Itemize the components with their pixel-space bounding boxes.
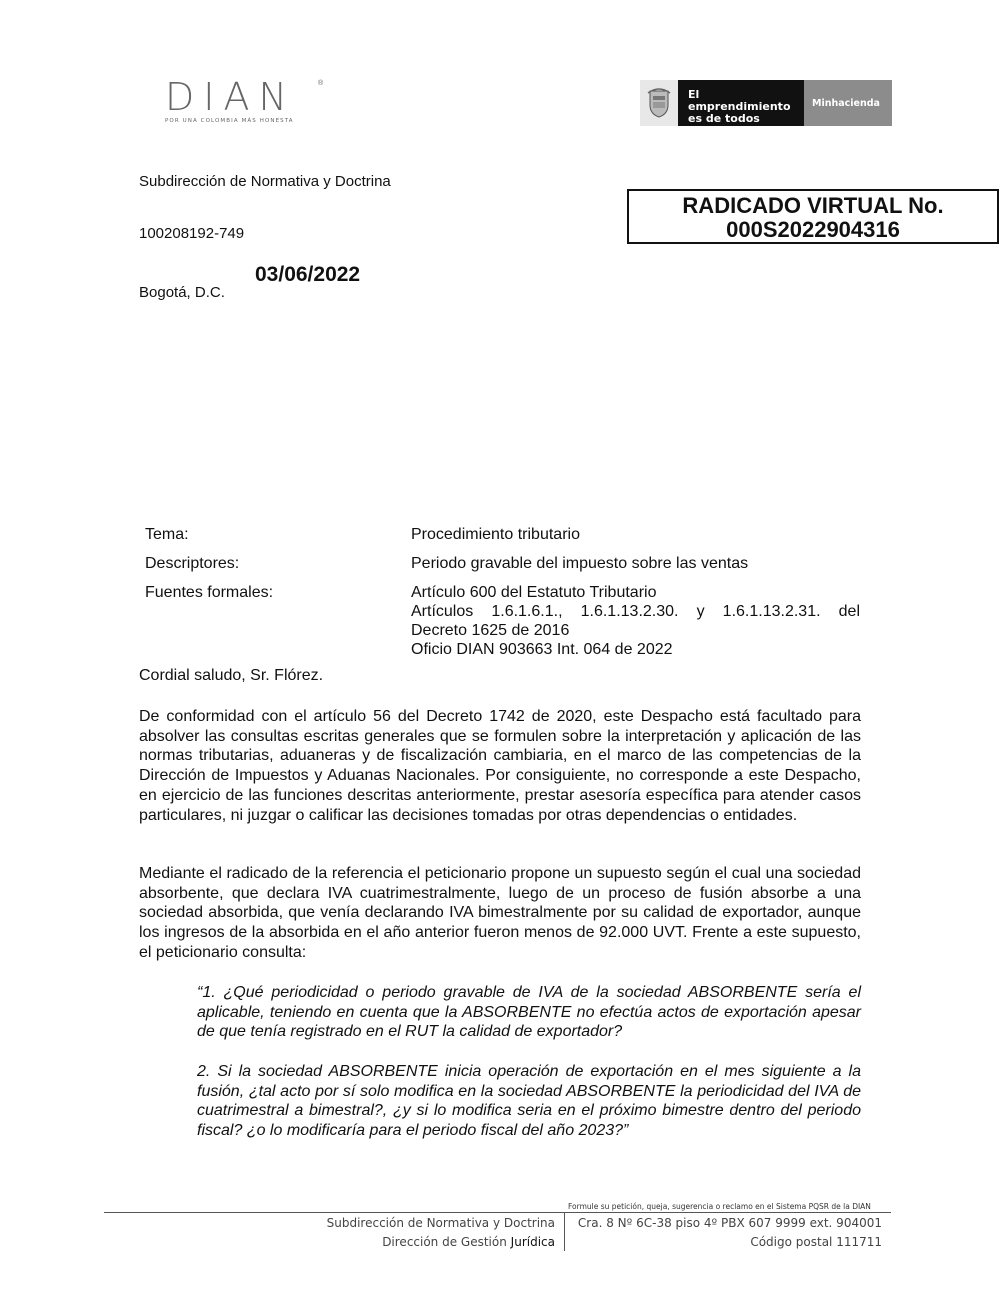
meta-row-tema [145,525,860,544]
body-paragraph: De conformidad con el artículo 56 del Decreto 1742 de 2020, este Despacho está facultado para absolver las consultas escritas generales que se formulen sobre la interpretación y aplicación de las normas tributarias, aduaneras y de fiscalización cambiaria, en el marco de las competencias de la Dirección de Impuestos y Aduanas Nacionales. Por consiguiente, no corresponde a este Despacho, en ejercicio de las funciones descritas anteriormente, prestar asesoría específica para atender casos particulares, ni juzgar o calificar las decisiones tomadas por otras dependencias o entidades. [139,708,861,824]
meta-label-fuentes: Fuentes formales: [145,584,274,601]
gov-logo-line1: El emprendimiento [688,88,791,113]
footer-pqsr-note: Formule su petición, queja, sugerencia o reclamo en el Sistema PQSR de la DIAN [568,1202,871,1211]
footer-divider-line [104,1212,891,1213]
gov-logo-slogan [678,80,804,126]
meta-label-descriptores: Descriptores: [145,555,240,572]
quoted-question: 2. Si la sociedad ABSORBENTE inicia operación de exportación en el mes siguiente a la fusión, ¿tal acto por sí solo modifica en la sociedad ABSORBENTE la periodicidad del IVA de cuatrimestral a bimestral?, ¿y si lo modifica seria en el próximo bimestre dentro del periodo fiscal? ¿o lo modificaría para el periodo fiscal del año 2023?” [197,1063,861,1140]
government-logo [640,80,892,126]
footer-direction-prefix: Dirección de Gestión [382,1235,507,1249]
footer-direction [327,1233,555,1252]
document-metadata [145,525,860,669]
footer-address-info [578,1214,882,1252]
footer-office-info [327,1214,555,1252]
greeting: Cordial saludo, Sr. Flórez. [139,667,324,684]
body-paragraph: Mediante el radicado de la referencia el peticionario propone un supuesto según el cual una sociedad absorbente, que declara IVA cuatrimestralmente, luego de un proceso de fusión absorbe a una sociedad absorbida, que venía declarando IVA bimestralmente por su calidad de exportador, aunque los ingresos de la absorbida en el año anterior fueron menos de 92.000 UVT. Frente a este supuesto, el peticionario consulta: [139,865,861,961]
dian-registered-mark: ® [318,80,324,87]
reference-number: 100208192-749 [139,225,245,242]
letter-date: 03/06/2022 [255,263,361,286]
fuentes-line: Artículos 1.6.1.6.1., 1.6.1.13.2.30. y 1.6.1.13.2.31. del [411,603,860,620]
meta-row-descriptores [145,554,860,573]
gov-logo-line2: es de todos [688,112,760,125]
footer-address: Cra. 8 Nº 6C-38 piso 4º PBX 607 9999 ext. 904001 [577,1216,882,1230]
footer-postal-code: Código postal 111711 [750,1235,882,1249]
meta-value-tema: Procedimiento tributario [411,526,580,543]
dian-tagline: POR UNA COLOMBIA MÁS HONESTA [165,118,294,124]
dian-logo [165,75,325,128]
footer-vertical-divider [564,1213,565,1251]
gov-logo-ministry: Minhacienda [804,80,892,126]
radicado-number: 000S2022904316 [726,217,900,242]
footer-direction-suffix: Jurídica [510,1235,555,1249]
meta-label-tema: Tema: [145,526,189,543]
radicado-box [627,189,999,244]
fuentes-line: Decreto 1625 de 2016 [411,622,570,639]
office-name: Subdirección de Normativa y Doctrina [139,173,391,190]
meta-value-descriptores: Periodo gravable del impuesto sobre las ventas [411,555,749,572]
coat-of-arms-icon [640,80,678,126]
fuentes-line: Oficio DIAN 903663 Int. 064 de 2022 [411,641,673,658]
meta-value-fuentes [411,583,860,659]
letter-city: Bogotá, D.C. [139,284,225,301]
dian-logo-text: DIAN [165,75,296,119]
footer-office: Subdirección de Normativa y Doctrina [326,1216,555,1230]
meta-row-fuentes [145,583,860,659]
radicado-title: RADICADO VIRTUAL No. [682,193,944,218]
fuentes-line: Artículo 600 del Estatuto Tributario [411,584,657,601]
quoted-question: “1. ¿Qué periodicidad o periodo gravable de IVA de la sociedad ABSORBENTE sería el aplicable, teniendo en cuenta que la ABSORBENTE no efectúa actos de exportación apesar de que tenía registrado en el RUT la calidad de exportador? [197,984,861,1041]
